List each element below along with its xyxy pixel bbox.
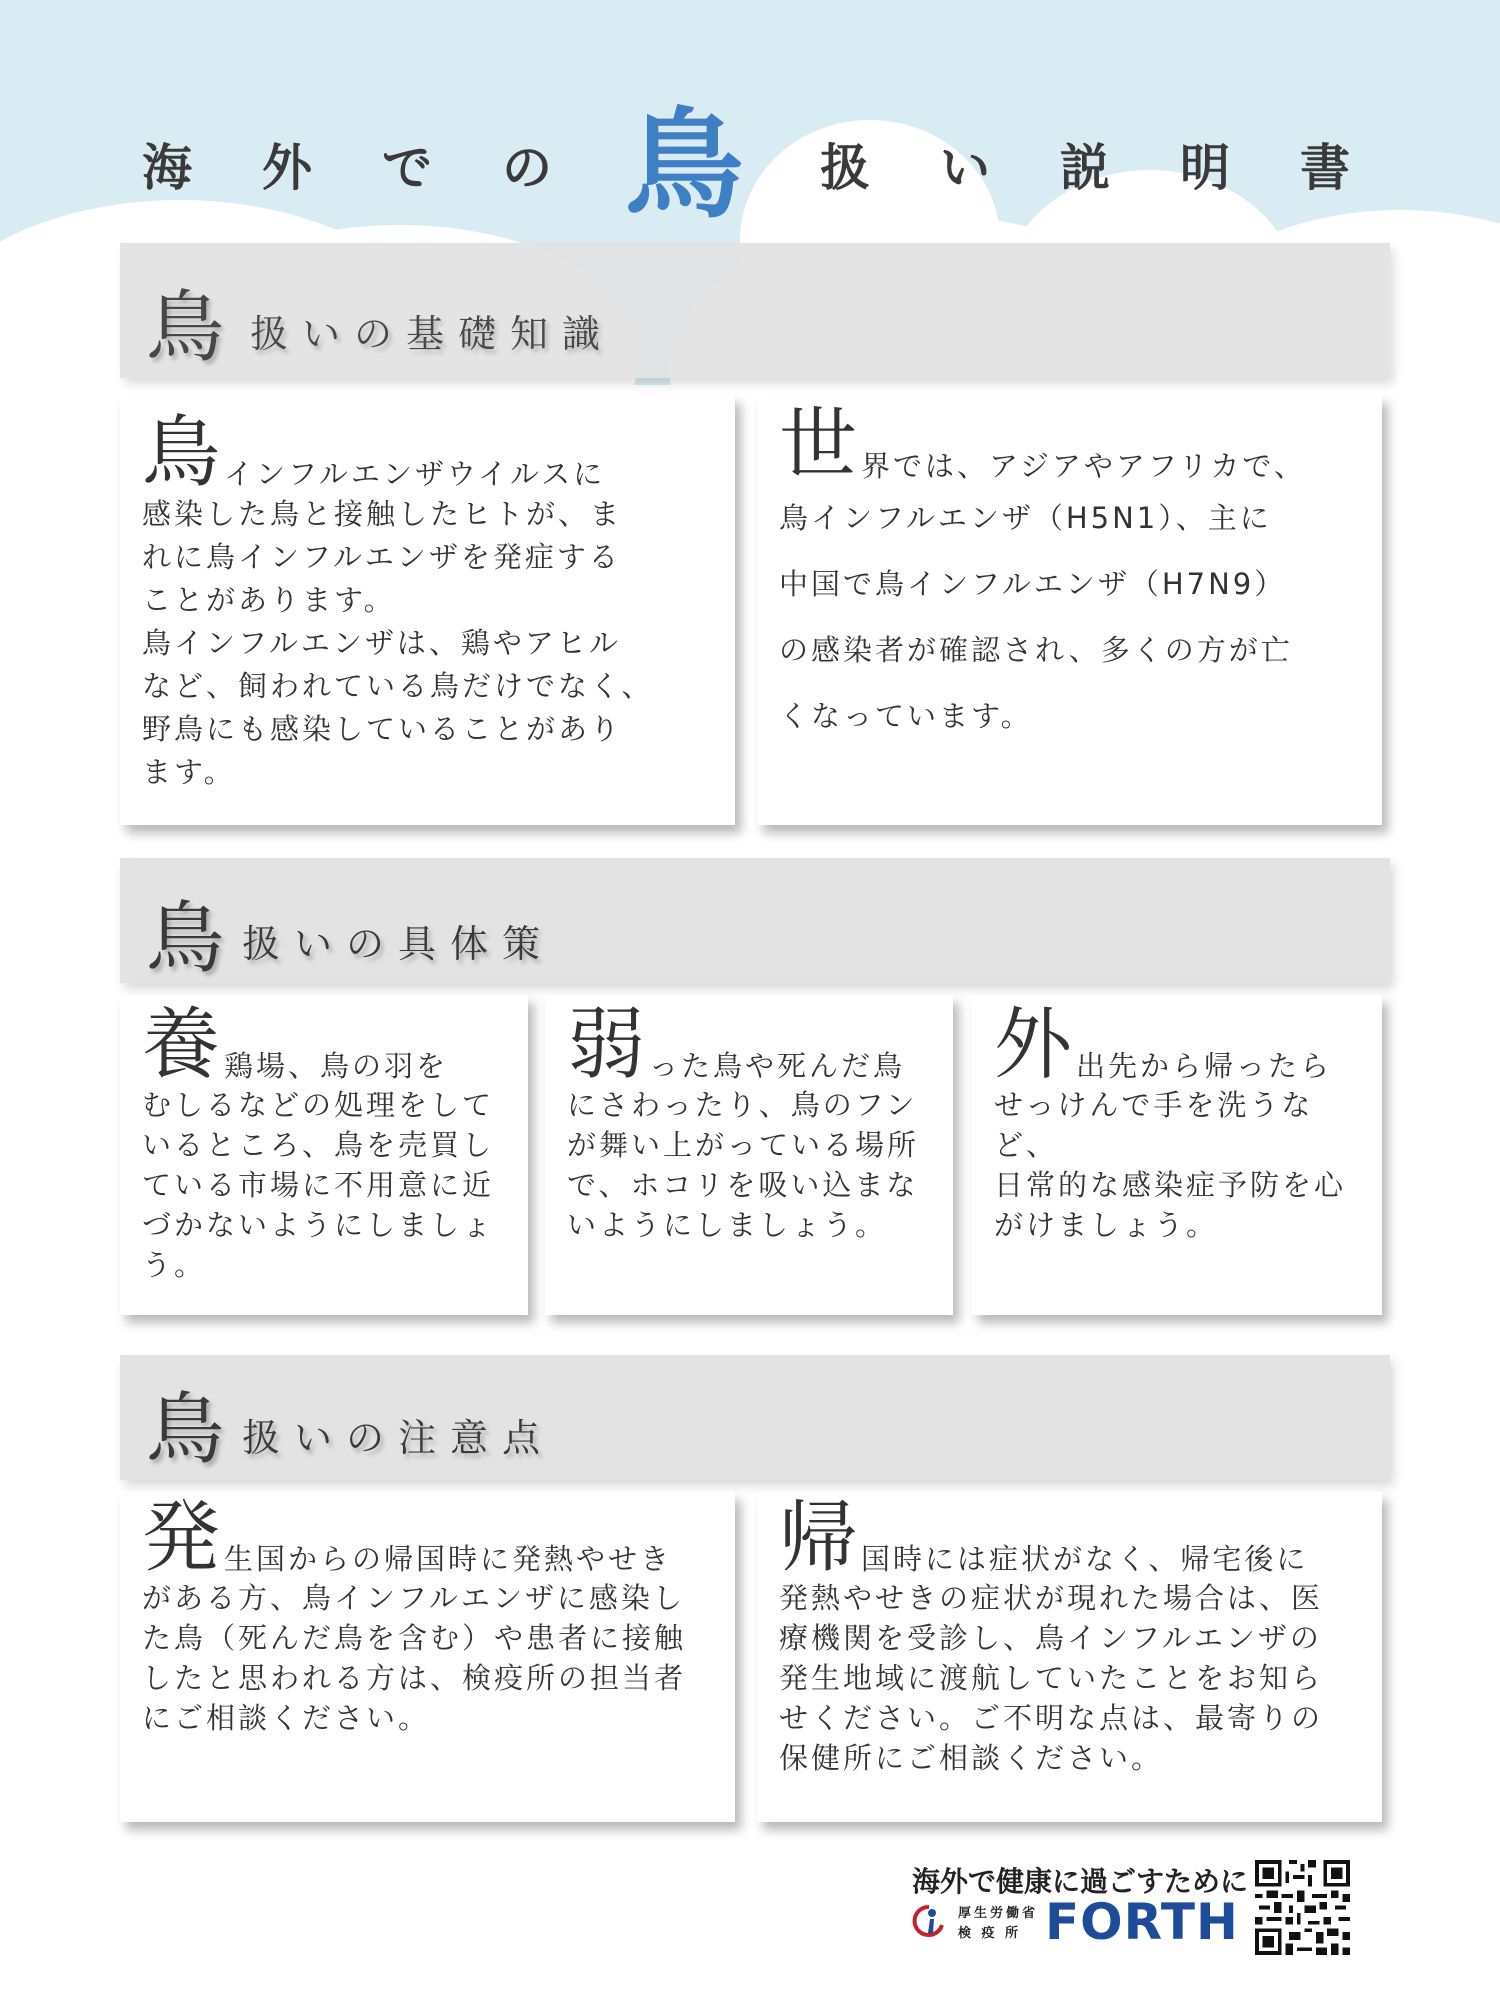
card-line: いるところ、鳥を売買し	[142, 1128, 495, 1162]
card-line: がけましょう。	[994, 1208, 1219, 1242]
card-line: がある方、鳥インフルエンザに感染し	[142, 1581, 685, 1615]
card-line: にご相談ください。	[142, 1701, 431, 1735]
title-char: 説	[1060, 139, 1110, 197]
card-line: など、飼われている鳥だけでなく、	[142, 669, 654, 703]
footer-tagline: 海外で健康に過ごすために	[912, 1865, 1249, 1898]
lead-kanji: 弱	[567, 1000, 646, 1090]
card-first-line: 生国からの帰国時に発熱やせき	[224, 1542, 673, 1576]
card-line: が舞い上がっている場所	[567, 1128, 920, 1162]
title-bird-kanji: 鳥	[625, 96, 744, 234]
card-line: にさわったり、鳥のフン	[567, 1088, 918, 1122]
lead-kanji: 世	[779, 400, 858, 490]
org-name	[958, 1904, 1038, 1944]
card-first-line: 鶏場、鳥の羽を	[224, 1049, 449, 1083]
section-title: 扱いの注意点	[242, 1416, 555, 1460]
card-line: 野鳥にも感染していることがあり	[142, 712, 623, 746]
title-char: の	[502, 139, 552, 197]
card-line: むしるなどの処理をして	[142, 1088, 495, 1122]
title-char: で	[382, 139, 432, 197]
title-char: 明	[1180, 139, 1230, 197]
card-line: せください。ご不明な点は、最寄りの	[779, 1701, 1324, 1735]
card-line: いようにしましょう。	[567, 1208, 888, 1242]
card-line: 発生地域に渡航していたことをお知ら	[779, 1661, 1324, 1695]
section-kanji: 鳥	[146, 283, 225, 373]
card-line: 発熱やせきの症状が現れた場合は、医	[779, 1581, 1324, 1615]
card-first-line: 界では、アジアやアフリカで、	[861, 449, 1306, 483]
org-line: 厚生労働省	[958, 1906, 1039, 1921]
card-line: したと思われる方は、検疫所の担当者	[142, 1661, 687, 1695]
title-char: 扱	[820, 139, 870, 197]
card-line: の感染者が確認され、多くの方が亡	[779, 633, 1293, 667]
card-first-line: 出先から帰ったら	[1076, 1049, 1333, 1083]
card-first-line: 国時には症状がなく、帰宅後に	[861, 1542, 1309, 1576]
card-line: ことがあります。	[142, 583, 396, 617]
info-card	[545, 995, 953, 1315]
section-kanji: 鳥	[146, 1385, 225, 1475]
section-kanji: 鳥	[146, 894, 225, 984]
card-line: せっけんで手を洗うなど、	[994, 1088, 1314, 1162]
card-line: 中国で鳥インフルエンザ（H7N9）	[779, 567, 1287, 601]
qr-code-icon[interactable]	[1255, 1860, 1350, 1955]
card-line: で、ホコリを吸い込まな	[567, 1168, 919, 1202]
org-line: 検 疫 所	[958, 1926, 1022, 1941]
card-first-line: インフルエンザウイルスに	[224, 457, 606, 491]
info-card	[120, 395, 735, 825]
card-line: 日常的な感染症予防を心	[994, 1168, 1347, 1202]
title-char: 書	[1300, 139, 1350, 197]
card-line: ている市場に不用意に近	[142, 1168, 495, 1202]
info-card	[972, 995, 1382, 1315]
lead-kanji: 外	[994, 1000, 1073, 1090]
card-line: くなっています。	[779, 699, 1033, 733]
section-title: 扱いの具体策	[242, 922, 555, 966]
card-line: づかないようにしましょ	[142, 1208, 495, 1242]
card-line: れに鳥インフルエンザを発症する	[142, 540, 621, 574]
card-line: 保健所にご相談ください。	[779, 1741, 1164, 1775]
card-line: 鳥インフルエンザは、鶏やアヒル	[142, 626, 621, 660]
lead-kanji: 養	[142, 1000, 221, 1090]
card-line: た鳥（死んだ鳥を含む）や患者に接触	[142, 1621, 687, 1655]
section-title: 扱いの基礎知識	[250, 312, 615, 356]
info-card	[757, 1492, 1382, 1822]
info-card	[757, 395, 1382, 825]
title-char: い	[940, 139, 990, 197]
title-char: 海	[142, 139, 192, 197]
info-card	[120, 995, 528, 1315]
card-first-line: った鳥や死んだ鳥	[649, 1049, 906, 1083]
info-card	[120, 1492, 735, 1822]
section-header-measures	[120, 858, 1390, 983]
lead-kanji: 鳥	[142, 408, 221, 498]
card-line: 鳥インフルエンザ（H5N1）、主に	[779, 501, 1272, 535]
title-char: 外	[262, 139, 312, 197]
card-line: ます。	[142, 755, 236, 789]
card-line: 療機関を受診し、鳥インフルエンザの	[779, 1621, 1322, 1655]
card-line: う。	[142, 1248, 207, 1282]
section-header-cautions	[120, 1355, 1390, 1480]
card-line: 感染した鳥と接触したヒトが、ま	[142, 497, 623, 531]
lead-kanji: 発	[142, 1493, 221, 1583]
mhlw-logo-icon	[912, 1903, 946, 1941]
forth-logo[interactable]: FORTH	[1045, 1893, 1239, 1951]
page-title	[130, 70, 1370, 234]
section-header-basics	[120, 243, 1390, 378]
lead-kanji: 帰	[779, 1493, 858, 1583]
